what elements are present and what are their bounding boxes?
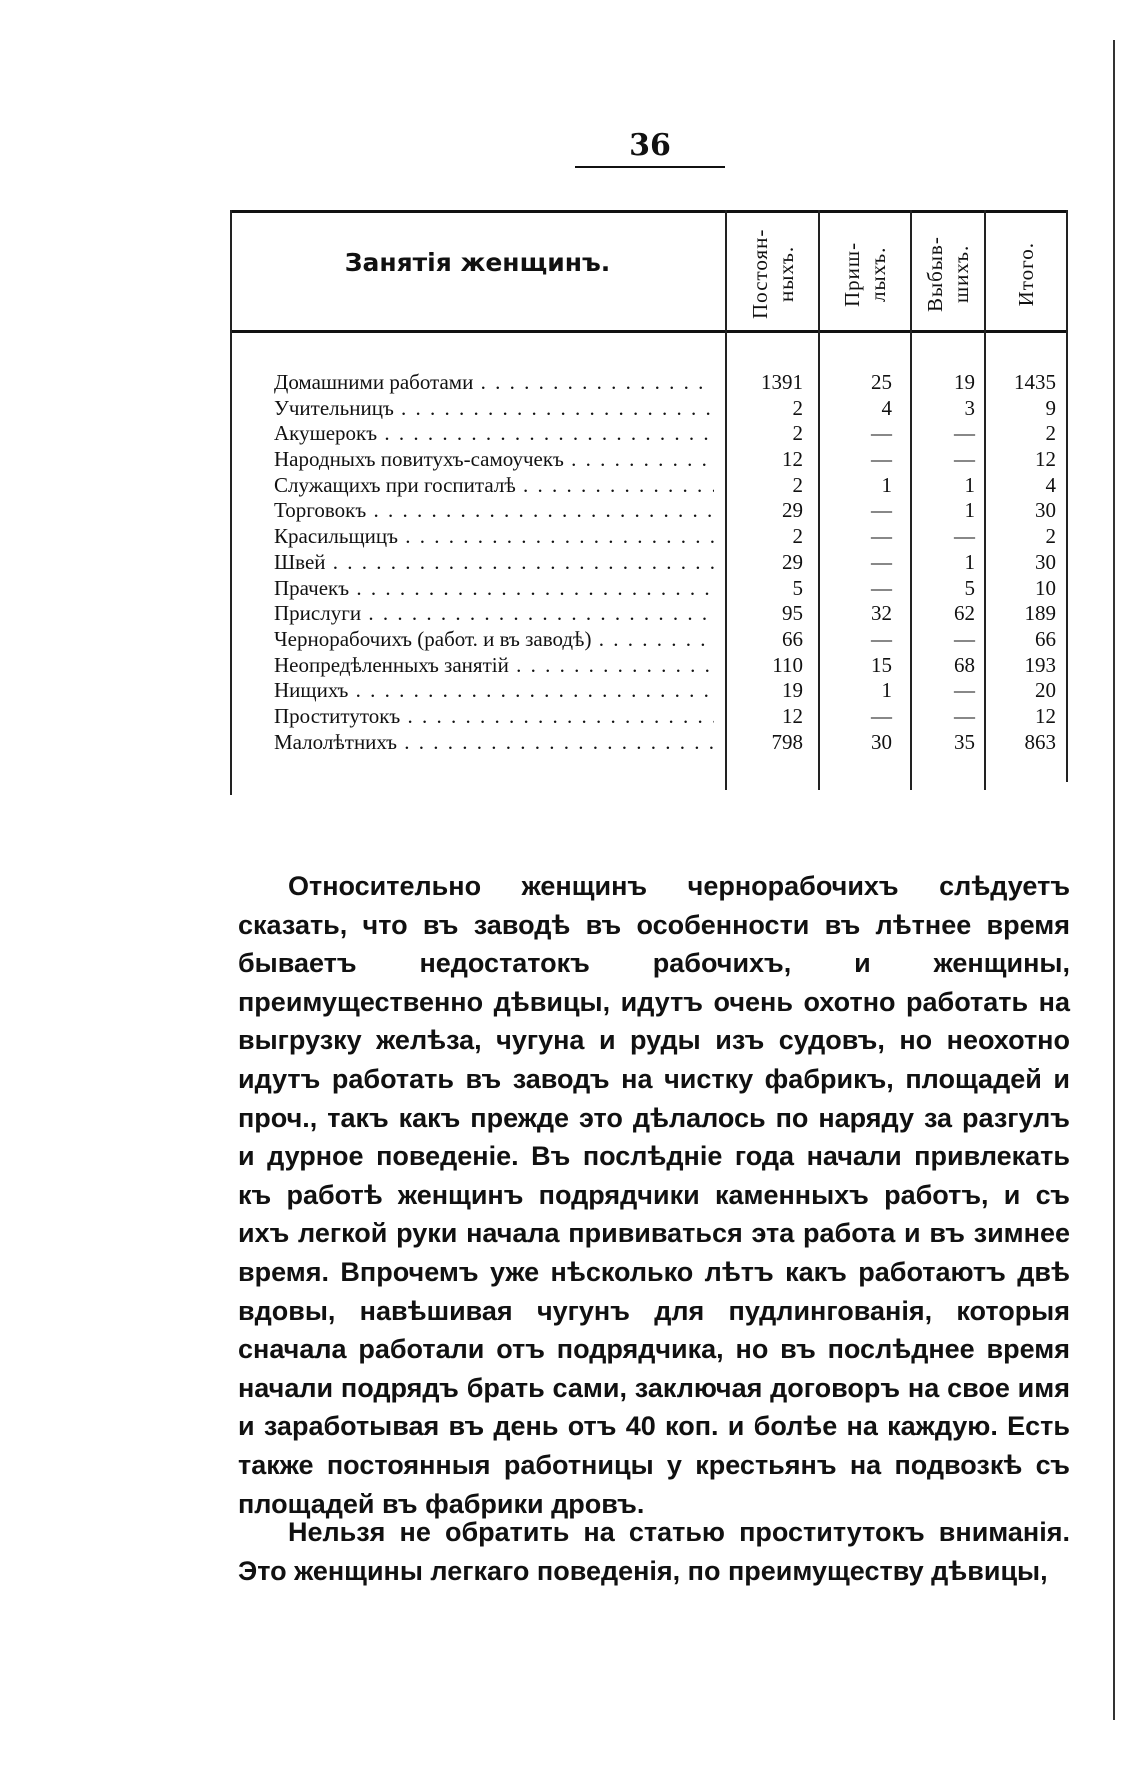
table-row	[230, 396, 1068, 422]
cell-departed: —	[954, 447, 975, 472]
row-label: Прислуги . . .	[274, 601, 714, 627]
cell-departed: 1	[964, 549, 975, 574]
table-row	[230, 498, 1068, 524]
row-label: Нищихъ . . .	[274, 678, 714, 704]
row-label: Неопредѣленныхъ занятій . . .	[274, 653, 714, 679]
page-edge-line	[1113, 40, 1115, 1720]
row-label: Учительницъ . . .	[274, 396, 714, 422]
column-header-permanent	[727, 222, 818, 326]
column-header-label: Приш-лыхъ.	[840, 241, 890, 307]
cell-arrived: 1	[881, 678, 892, 703]
cell-total: 12	[1035, 703, 1056, 728]
table-row	[230, 370, 1068, 396]
cell-departed: 1	[964, 498, 975, 523]
cell-total: 20	[1035, 678, 1056, 703]
cell-arrived: 1	[881, 472, 892, 497]
page-number: 36	[629, 128, 671, 163]
table-row	[230, 653, 1068, 679]
row-label: Проститутокъ . . .	[274, 704, 714, 730]
cell-permanent: 19	[782, 678, 803, 703]
cell-total: 66	[1035, 626, 1056, 651]
table-row	[230, 601, 1068, 627]
cell-arrived: —	[871, 524, 892, 549]
cell-permanent: 2	[792, 524, 803, 549]
column-header-label: Постоян-ныхъ.	[747, 228, 798, 320]
cell-total: 2	[1045, 421, 1056, 446]
row-label: Малолѣтнихъ . . .	[274, 730, 714, 756]
table-row	[230, 421, 1068, 447]
cell-arrived: —	[871, 703, 892, 728]
cell-departed: —	[954, 678, 975, 703]
cell-departed: 5	[964, 575, 975, 600]
cell-arrived: 15	[871, 652, 892, 677]
table-row	[230, 678, 1068, 704]
cell-arrived: —	[871, 549, 892, 574]
row-label: Швей . . .	[274, 550, 714, 576]
row-label: Акушерокъ . . .	[274, 421, 714, 447]
cell-departed: —	[954, 626, 975, 651]
row-label: Прачекъ . . .	[274, 576, 714, 602]
cell-total: 189	[1024, 601, 1056, 626]
cell-permanent: 1391	[761, 370, 803, 394]
cell-permanent: 29	[782, 498, 803, 523]
cell-departed: —	[954, 421, 975, 446]
cell-total: 1435	[1014, 370, 1056, 394]
cell-total: 863	[1024, 729, 1056, 754]
body-paragraph: Относительно женщинъ чернорабочихъ слѣдуетъ сказать, что въ заводѣ въ особенности въ лѣтнее время бываетъ недостатокъ рабочихъ, и женщины, преимущественно дѣвицы, идутъ очень охотно работать на выгрузку желѣза, чугуна и руды изъ судовъ, но неохотно идутъ работать въ заводъ на чистку фабрикъ, площадей и проч., такъ какъ прежде это дѣлалось по наряду за разгулъ и дурное поведеніе. Въ послѣдніе года начали привлекать къ работѣ женщинъ подрядчики каменныхъ работъ, и съ ихъ легкой руки начала прививаться эта работа и въ зимнее время. Впрочемъ уже нѣсколько лѣтъ какъ работаютъ двѣ вдовы, навѣшивая чугунъ для пудлингованія, которыя сначала работали отъ подрядчика, но въ послѣднее время начали подрядъ брать сами, заключая договоръ на свое имя и заработывая въ день отъ 40 коп. и болѣе на каждую. Есть также постоянныя работницы у крестьянъ на подвозкѣ съ площадей въ фабрики дровъ.	[238, 871, 1070, 1519]
statistics-table	[230, 210, 1068, 790]
cell-arrived: 25	[871, 370, 892, 394]
body-paragraph: Нельзя не обратить на статью проститутокъ вниманія. Это женщины легкаго поведенія, по преимуществу дѣвицы,	[238, 1517, 1070, 1586]
table-header-rule	[230, 330, 1068, 333]
table-row	[230, 524, 1068, 550]
cell-departed: 68	[954, 652, 975, 677]
row-label: Народныхъ повитухъ-самоучекъ . . .	[274, 447, 714, 473]
cell-permanent: 12	[782, 703, 803, 728]
column-header-label: Итого.	[1014, 241, 1038, 307]
cell-permanent: 12	[782, 447, 803, 472]
table-body	[230, 370, 1068, 755]
cell-permanent: 2	[792, 395, 803, 420]
cell-departed: —	[954, 524, 975, 549]
cell-permanent: 110	[772, 652, 803, 677]
row-label: Чернорабочихъ (работ. и въ заводѣ) . . .	[274, 627, 714, 653]
cell-arrived: —	[871, 421, 892, 446]
cell-total: 30	[1035, 498, 1056, 523]
table-row	[230, 704, 1068, 730]
table-row	[230, 473, 1068, 499]
cell-arrived: —	[871, 626, 892, 651]
row-label: Служащихъ при госпиталѣ . . .	[274, 473, 714, 499]
cell-arrived: —	[871, 498, 892, 523]
table-row	[230, 627, 1068, 653]
cell-permanent: 798	[771, 729, 803, 754]
cell-total: 9	[1045, 395, 1056, 420]
cell-total: 4	[1045, 472, 1056, 497]
cell-arrived: —	[871, 575, 892, 600]
cell-departed: —	[954, 703, 975, 728]
row-label: Торговокъ . . .	[274, 498, 714, 524]
cell-permanent: 2	[792, 421, 803, 446]
cell-departed: 35	[954, 729, 975, 754]
cell-total: 12	[1035, 447, 1056, 472]
cell-permanent: 95	[782, 601, 803, 626]
table-row	[230, 447, 1068, 473]
cell-total: 10	[1035, 575, 1056, 600]
table-top-rule	[230, 210, 1068, 213]
row-label: Красильщицъ . . .	[274, 524, 714, 550]
cell-permanent: 5	[792, 575, 803, 600]
cell-total: 193	[1024, 652, 1056, 677]
cell-permanent: 2	[792, 472, 803, 497]
cell-departed: 1	[964, 472, 975, 497]
cell-arrived: 30	[871, 729, 892, 754]
cell-permanent: 29	[782, 549, 803, 574]
column-header-label: Выбыв-шихъ.	[923, 236, 973, 312]
table-row	[230, 730, 1068, 756]
table-row	[230, 550, 1068, 576]
cell-departed: 3	[964, 395, 975, 420]
cell-departed: 19	[954, 370, 975, 394]
column-header-arrived	[820, 222, 910, 326]
column-header-departed	[912, 222, 984, 326]
column-header-total	[986, 222, 1066, 326]
table-title: Занятія женщинъ.	[344, 248, 611, 277]
cell-arrived: —	[871, 447, 892, 472]
cell-arrived: 4	[881, 395, 892, 420]
cell-departed: 62	[954, 601, 975, 626]
page-number-rule	[575, 166, 725, 168]
cell-total: 30	[1035, 549, 1056, 574]
cell-permanent: 66	[782, 626, 803, 651]
table-row	[230, 576, 1068, 602]
cell-arrived: 32	[871, 601, 892, 626]
cell-total: 2	[1045, 524, 1056, 549]
row-label: Домашними работами . . .	[274, 370, 714, 396]
